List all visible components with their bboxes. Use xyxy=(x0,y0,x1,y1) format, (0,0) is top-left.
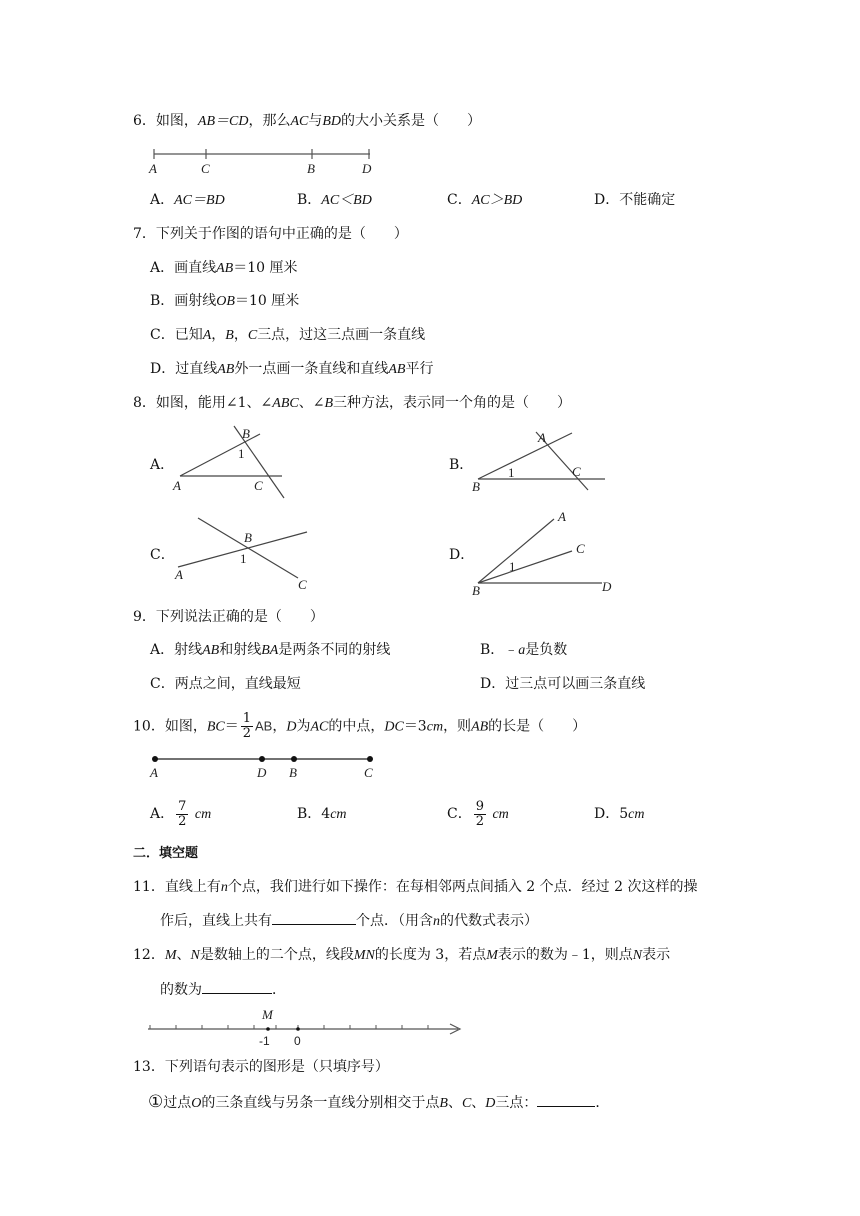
q12-line-1: 12．M、N是数轴上的二个点，线段MN的长度为 3，若点M表示的数为﹣1，则点N表示 xyxy=(133,947,671,963)
q10-stem: 10．如图，BC＝ $\frac{1}{2}$ AB，D为AC的中点，DC＝3cm，则AB的长是（ ） xyxy=(133,711,587,741)
q6-option-c: C．AC＞BD xyxy=(447,192,523,208)
q8-a-label: B xyxy=(242,426,250,441)
q8-d-label: 1 xyxy=(509,559,516,574)
section-title: 二．填空题 xyxy=(133,846,199,861)
q7-stem: 7．下列关于作图的语句中正确的是（ ） xyxy=(133,226,408,242)
q10-option-d: D．5cm xyxy=(594,806,645,822)
q11-line-2: 作后，直线上共有 个点．（用含n的代数式表示） xyxy=(160,910,538,932)
q8-figure-a xyxy=(172,424,292,500)
q13-item-1: ①过点O的三条直线与另条一直线分别相交于点B、C、D三点： ． xyxy=(148,1092,610,1112)
q6-point-label: D xyxy=(362,161,372,176)
q8-b-label: A xyxy=(538,430,546,445)
q10-option-a: A． $\frac{7}{2}$ cm xyxy=(150,798,212,829)
q6-point-label: A xyxy=(149,161,157,176)
q8-b-label: B xyxy=(472,479,480,494)
q8-a-label: 1 xyxy=(238,446,245,461)
q7-option-b: B．画射线OB＝10 厘米 xyxy=(150,293,300,309)
q9-option-a: A．射线AB和射线BA是两条不同的射线 xyxy=(150,642,391,658)
q10-point-label: A xyxy=(150,765,158,780)
q8-figure-b xyxy=(470,428,610,496)
q6-stem: 6．如图，AB＝CD，那么AC与BD的大小关系是（ ） xyxy=(133,113,482,129)
q6-option-b: B．AC＜BD xyxy=(297,192,372,208)
q10-fraction: $\frac{1}{2}$ xyxy=(242,711,251,741)
q9-option-d: D．过三点可以画三条直线 xyxy=(480,676,646,692)
q11-answer-blank[interactable] xyxy=(272,910,356,925)
q8-b-label: C xyxy=(572,464,581,479)
q8-d-label: C xyxy=(576,541,585,556)
q13-answer-blank[interactable] xyxy=(537,1092,595,1107)
q12-axis-tick-label: -1 xyxy=(259,1034,270,1048)
q7-option-a: A．画直线AB＝10 厘米 xyxy=(150,260,298,276)
q7-option-c: C．已知A，B，C三点，过这三点画一条直线 xyxy=(150,327,426,343)
q8-d-label: A xyxy=(558,509,566,524)
q8-d-label: D xyxy=(602,579,612,594)
q12-line-2: 的数为 ． xyxy=(160,979,286,1000)
q10-point-label: B xyxy=(289,765,297,780)
q8-option-a-label: A． xyxy=(150,457,175,473)
q10-option-c: C． $\frac{9}{2}$ cm xyxy=(447,798,509,829)
q6-option-a: A．AC＝BD xyxy=(150,192,225,208)
q8-a-label: C xyxy=(254,478,263,493)
q9-stem: 9．下列说法正确的是（ ） xyxy=(133,609,324,625)
q12-axis-tick-label: 0 xyxy=(294,1034,301,1048)
q8-c-label: A xyxy=(175,567,183,582)
q8-stem: 8．如图，能用∠1、∠ABC、∠B三种方法，表示同一个角的是（ ） xyxy=(133,395,572,411)
q8-figure-d xyxy=(470,507,620,599)
q10-point-label: D xyxy=(257,765,267,780)
q8-option-d-label: D． xyxy=(449,547,475,563)
q8-b-label: 1 xyxy=(508,465,515,480)
q8-figure-c xyxy=(172,515,312,591)
q7-option-d: D．过直线AB外一点画一条直线和直线AB平行 xyxy=(150,361,434,377)
q6-option-d: D．不能确定 xyxy=(594,192,676,208)
q6-point-label: C xyxy=(201,161,210,176)
q10-option-b: B．4cm xyxy=(297,806,347,822)
q12-answer-blank[interactable] xyxy=(202,979,272,994)
q8-c-label: C xyxy=(298,577,307,592)
q8-a-label: A xyxy=(173,478,181,493)
q8-c-label: B xyxy=(244,530,252,545)
q8-option-b-label: B． xyxy=(449,457,474,473)
q9-option-c: C．两点之间，直线最短 xyxy=(150,676,301,692)
q8-d-label: B xyxy=(472,583,480,598)
q12-axis-m-label: M xyxy=(262,1007,273,1022)
q10-segment-figure xyxy=(140,752,390,782)
q11-line-1: 11．直线上有n个点，我们进行如下操作：在每相邻两点间插入 2 个点．经过 2 次这样的操 xyxy=(133,879,698,895)
q10-point-label: C xyxy=(364,765,373,780)
q9-option-b: B．﹣a是负数 xyxy=(480,642,568,658)
q12-number-line xyxy=(140,1004,470,1050)
q6-point-label: B xyxy=(307,161,315,176)
q8-c-label: 1 xyxy=(240,551,247,566)
q6-segment-figure xyxy=(140,144,390,180)
q8-option-c-label: C． xyxy=(150,547,175,563)
q13-stem: 13．下列语句表示的图形是（只填序号） xyxy=(133,1059,389,1075)
